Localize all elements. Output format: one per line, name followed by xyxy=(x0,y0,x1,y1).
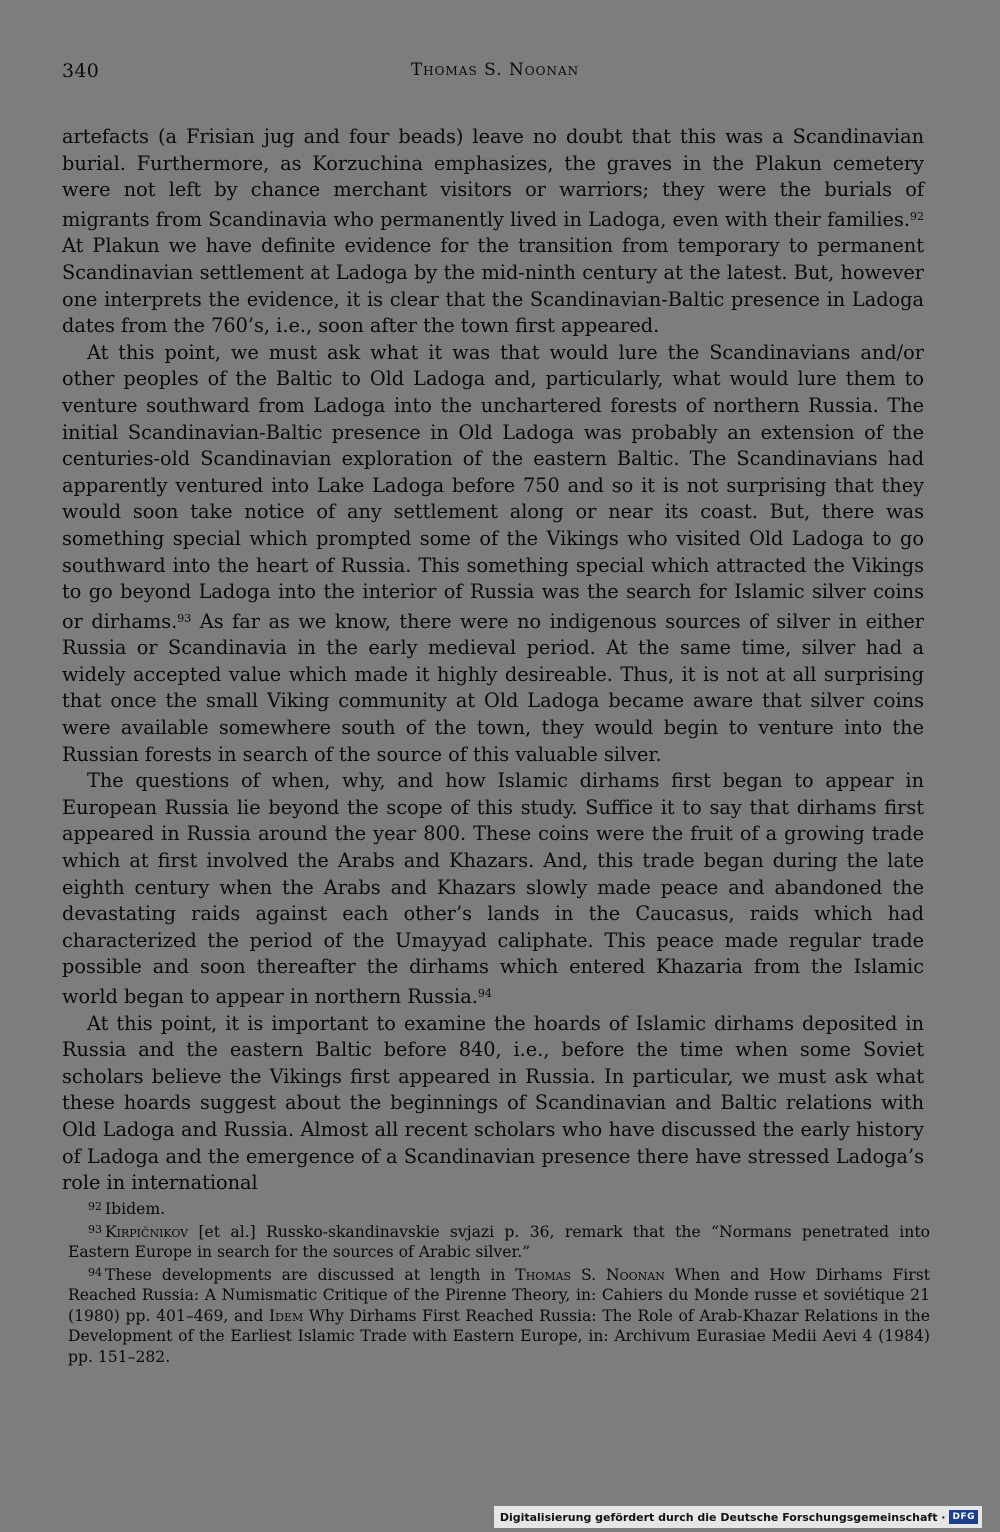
footnote-93-author: Kirpičnikov xyxy=(105,1222,189,1241)
footnote-94-lead: These developments are discussed at length in xyxy=(105,1265,516,1284)
footnote-92-number: 92 xyxy=(88,1200,102,1213)
footnote-93-text: [et al.] Russko-skandinavskie svjazi p. 36, remark that the “Normans penetrated into Eastern Europe in search for the sources of Arabic silver.” xyxy=(68,1222,930,1261)
paragraph-1-text-b: At Plakun we have definite evidence for the transition from temporary to permanent Scandinavian settlement at Ladoga by the mid-ninth century at the latest. But, however one interprets the evidence, it is clear that the Scandinavian-Baltic presence in Ladoga dates from the 760’s, i.e., soon after the town first appeared. xyxy=(62,234,924,338)
page-number: 340 xyxy=(62,60,100,82)
footnote-ref-94: 94 xyxy=(477,987,492,1000)
digitization-text: Digitalisierung gefördert durch die Deutsche Forschungsgemeinschaft · xyxy=(499,1510,946,1524)
paragraph-4-text-a: At this point, it is important to examine the hoards of Islamic dirhams deposited in Russia and the eastern Baltic before 840, i.e., before the time when some Soviet scholars believe the Vikings first appeared in Russia. In particular, we must ask what these hoards suggest about the beginnings of Scandinavian and Baltic relations with Old Ladoga and Russia. Almost all recent scholars who have discussed the early history of Ladoga and the emergence of a Scandinavian presence there have stressed Ladoga’s role in international xyxy=(62,1011,924,1195)
body-text xyxy=(62,124,924,1197)
footnote-ref-92: 92 xyxy=(910,209,924,223)
paragraph-3-text-a: The questions of when, why, and how Islamic dirhams first began to appear in European Russia lie beyond the scope of this study. Suffice it to say that dirhams first appeared in Russia around the year 800. These coins were the fruit of a growing trade which at first involved the Arabs and Khazars. And, this trade began during the late eighth century when the Arabs and Khazars slowly made peace and abandoned the devastating raids against each other’s lands in the Caucasus, raids which had characterized the period of the Umayyad caliphate. This peace made regular trade possible and soon thereafter the dirhams which entered Khazaria from the Islamic world began to appear in northern Russia. xyxy=(62,769,924,1008)
footnote-94-tail: Why Dirhams First Reached Russia: The Role of Arab-Khazar Relations in the Development of the Earliest Islamic Trade with Eastern Europe, in: Archivum Eurasiae Medii Aevi 4 (1984) pp. 151–282. xyxy=(68,1306,930,1366)
footnotes xyxy=(68,1197,930,1367)
paragraph-3 xyxy=(62,768,924,1010)
paragraph-1 xyxy=(62,124,924,340)
footnote-94 xyxy=(68,1263,930,1368)
footnote-93 xyxy=(68,1220,930,1263)
paragraph-2-text-b: As far as we know, there were no indigenous sources of silver in either Russia or Scandinavia in the early medieval period. At the same time, silver had a widely accepted value which made it highly desireable. Thus, it is not at all surprising that once the small Viking community at Old Ladoga became aware that silver coins were available somewhere south of the town, they would begin to venture into the Russian forests in search of the source of this valuable silver. xyxy=(62,609,924,766)
digitization-notice xyxy=(494,1506,982,1528)
footnote-94-author: Thomas S. Noonan xyxy=(515,1265,665,1284)
paragraph-2-text-a: At this point, we must ask what it was that would lure the Scandinavians and/or other peoples of the Baltic to Old Ladoga and, particularly, what would lure them to venture southward from Ladoga into the unchartered forests of northern Russia. The initial Scandinavian-Baltic presence in Old Ladoga was probably an extension of the centuries-old Scandinavian exploration of the eastern Baltic. The Scandinavians had apparently ventured into Lake Ladoga before 750 and so it is not surprising that they would soon take notice of any settlement along or near its coast. But, there was something special which prompted some of the Vikings who visited Old Ladoga to go southward into the heart of Russia. This something special which attracted the Vikings to go beyond Ladoga into the interior of Russia was the search for Islamic silver coins or dirhams. xyxy=(62,340,924,633)
footnote-92 xyxy=(68,1197,930,1220)
paragraph-1-text-a: artefacts (a Frisian jug and four beads) leave no doubt that this was a Scandinavian burial. Furthermore, as Korzuchina emphasizes, the graves in the Plakun cemetery were not left by chance merchant visitors or warriors; they were the burials of migrants from Scandinavia who permanently lived in Ladoga, even with their families. xyxy=(62,125,924,231)
page-header xyxy=(62,60,928,86)
paragraph-4 xyxy=(62,1011,924,1197)
running-head: Thomas S. Noonan xyxy=(410,60,580,80)
paragraph-2 xyxy=(62,340,924,769)
footnote-ref-93: 93 xyxy=(177,611,192,625)
footnote-94-mid: When and How Dirhams First Reached Russia: A Numismatic Critique of the Pirenne Theory, in: Cahiers du Monde russe et soviétique 21 (1980) pp. 401–469, and xyxy=(68,1265,930,1325)
footnote-94-idem: Idem xyxy=(268,1306,304,1325)
footnote-92-text: Ibidem. xyxy=(105,1200,166,1218)
dfg-logo: DFG xyxy=(949,1510,978,1524)
footnote-93-number: 93 xyxy=(88,1222,102,1236)
footnote-94-number: 94 xyxy=(88,1265,102,1279)
